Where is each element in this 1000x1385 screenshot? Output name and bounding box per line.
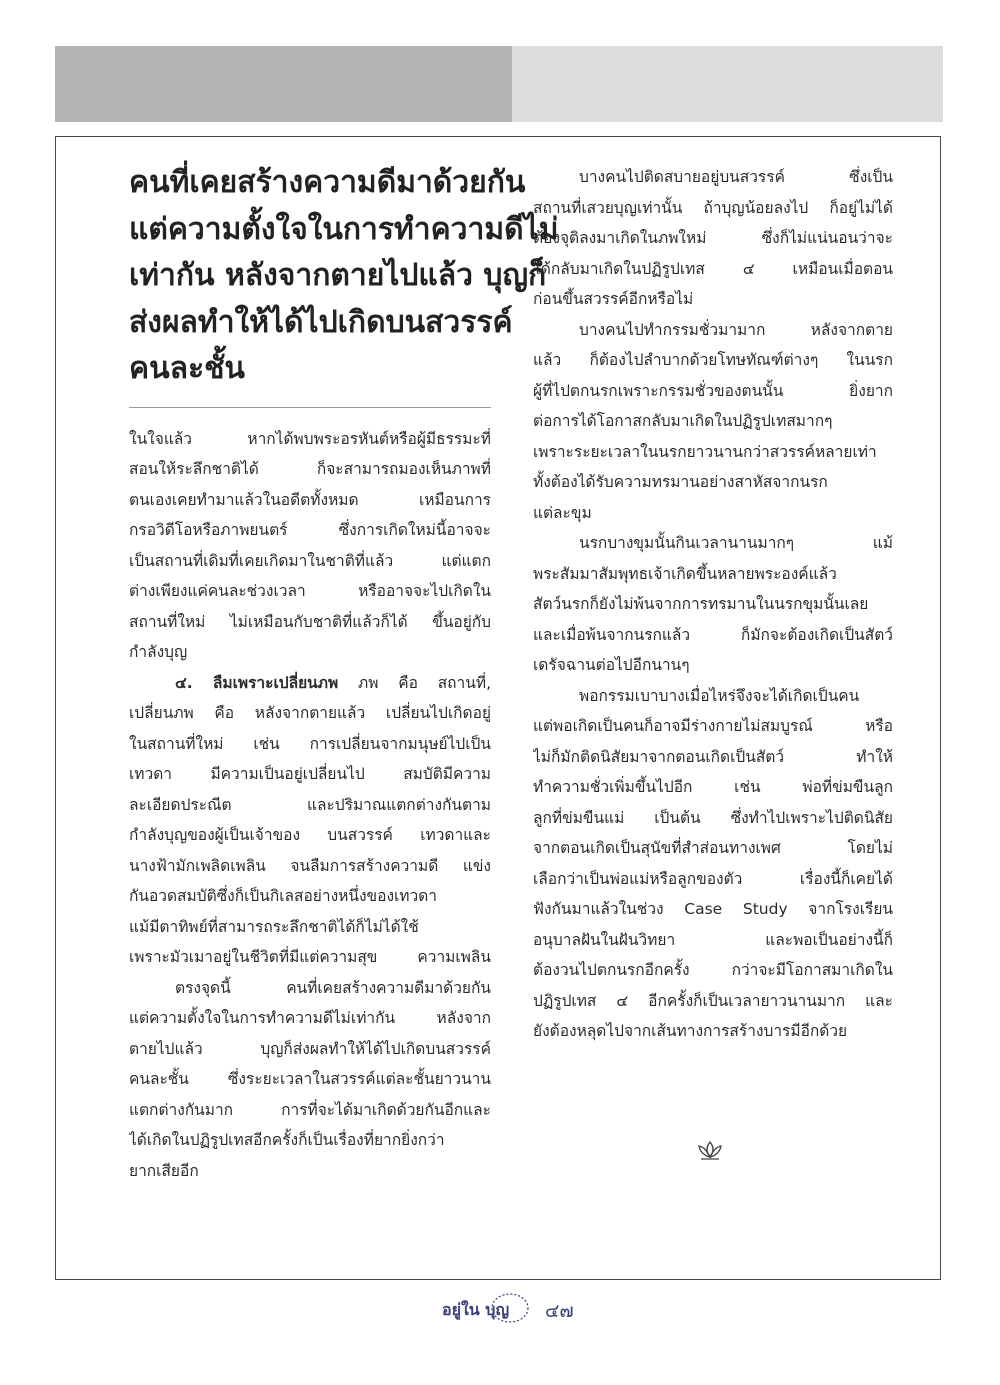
text-line: ปฏิรูปเทส ๔ อีกครั้งก็เป็นเวลายาวนานมาก และ xyxy=(533,991,893,1010)
text-line: ต่อการได้โอกาสกลับมาเกิดในปฏิรูปเทสมากๆ xyxy=(533,412,833,430)
text-line: ทำความชั่วเพิ่มขึ้นไปอีก เช่น พ่อที่ข่มขืนลูก xyxy=(533,778,893,796)
text-line: ทั้งต้องได้รับความทรมานอย่างสาหัสจากนรก xyxy=(533,473,828,491)
text-line: นรกบางขุมนั้นกินเวลานานมากๆ แม้ xyxy=(579,534,893,552)
text-line: ยังต้องหลุดไปจากเส้นทางการสร้างบารมีอีกด้วย xyxy=(533,1022,848,1040)
text-line: เป็นสถานที่เดิมที่เคยเกิดมาในชาติที่แล้ว แต่แตก xyxy=(129,551,491,570)
logo-text: อยู่ใน บุญ xyxy=(442,1300,510,1319)
right-body-text xyxy=(533,162,893,1047)
text-line: ตนเองเคยทำมาแล้วในอดีตทั้งหมด เหมือนการ xyxy=(129,490,491,509)
paragraph xyxy=(129,424,491,668)
text-line: ต้องวนไปตกนรกอีกครั้ง กว่าจะมีโอกาสมาเกิดใน xyxy=(533,961,893,979)
text-line: ผู้ที่ไปตกนรกเพราะกรรมชั่วของตนนั้น ยิ่งยาก xyxy=(533,381,893,400)
page-number: ๔๗ xyxy=(545,1300,574,1322)
pull-quote-line: ส่งผลทำให้ได้ไปเกิดบนสวรรค์ xyxy=(129,304,513,340)
text-line: แตกต่างกันมาก การที่จะได้มาเกิดด้วยกันอีกและ xyxy=(129,1100,491,1119)
lotus-end-icon xyxy=(695,1138,725,1162)
text-line: สถานที่เสวยบุญเท่านั้น ถ้าบุญน้อยลงไป ก็อยู่ไม่ได้ xyxy=(533,198,893,217)
text-fragment: ภพ คือ สถานที่, xyxy=(338,673,491,692)
text-line: ในสถานที่ใหม่ เช่น การเปลี่ยนจากมนุษย์ไปเป็น xyxy=(129,734,491,753)
text-line: ก่อนขึ้นสวรรค์อีกหรือไม่ xyxy=(533,290,694,308)
text-line: คนละชั้น ซึ่งระยะเวลาในสวรรค์แต่ละชั้นยาวนาน xyxy=(129,1070,491,1088)
text-line: ไม่ก็มักติดนิสัยมาจากตอนเกิดเป็นสัตว์ ทำให้ xyxy=(533,747,893,766)
text-line: ต่างเพียงแค่คนละช่วงเวลา หรืออาจจะไปเกิดใน xyxy=(129,582,491,600)
text-line: กันอวดสมบัติซึ่งก็เป็นกิเลสอย่างหนึ่งของเทวดา xyxy=(129,887,437,905)
text-line: เพราะระยะเวลาในนรกยาวนานกว่าสวรรค์หลายเท่า xyxy=(533,442,877,461)
left-body-text xyxy=(129,424,491,1187)
text-line: ละเอียดประณีต และปริมาณแตกต่างกันตาม xyxy=(129,795,491,814)
text-line: บางคนไปทำกรรมชั่วมามาก หลังจากตาย xyxy=(579,320,893,339)
paragraph xyxy=(533,315,893,529)
text-line: สถานที่ใหม่ ไม่เหมือนกับชาติที่แล้วก็ได้ ขึ้นอยู่กับ xyxy=(129,612,491,631)
text-line: แม้มีตาทิพย์ที่สามารถระลึกชาติได้ก็ไม่ได้ใช้ xyxy=(129,917,419,936)
text-line: และเมื่อพ้นจากนรกแล้ว ก็มักจะต้องเกิดเป็นสัตว์ xyxy=(533,625,893,644)
left-column xyxy=(129,160,559,1186)
section-heading: ๔. ลืมเพราะเปลี่ยนภพ xyxy=(175,673,339,692)
pull-quote-line: คนละชั้น xyxy=(129,351,245,386)
text-line: สอนให้ระลึกชาติได้ ก็จะสามารถมองเห็นภาพที่ xyxy=(129,460,491,478)
text-line: ตายไปแล้ว บุญก็ส่งผลทำให้ได้ไปเกิดบนสวรรค์ xyxy=(129,1039,491,1058)
text-line: จากตอนเกิดเป็นสุนัขที่สำส่อนทางเพศ โดยไม่ xyxy=(533,839,893,857)
text-line: แต่ความตั้งใจในการทำความดีไม่เท่ากัน หลังจาก xyxy=(129,1009,491,1027)
text-line: แต่พอเกิดเป็นคนก็อาจมีร่างกายไม่สมบูรณ์ หรือ xyxy=(533,717,893,735)
text-line: แต่ละขุม xyxy=(533,503,592,522)
page-footer xyxy=(440,1290,590,1330)
text-line: เทวดา มีความเป็นอยู่เปลี่ยนไป สมบัติมีความ xyxy=(129,765,491,783)
text-line xyxy=(129,668,491,699)
text-line: พอกรรมเบาบางเมื่อไหร่จึงจะได้เกิดเป็นคน xyxy=(579,686,860,705)
pull-quote-line: คนที่เคยสร้างความดีมาด้วยกัน xyxy=(129,165,526,200)
text-line: อนุบาลฝันในฝันวิทยา และพอเป็นอย่างนี้ก็ xyxy=(533,930,893,949)
text-line: ได้เกิดในปฏิรูปเทสอีกครั้งก็เป็นเรื่องที่ยากยิ่งกว่า xyxy=(129,1131,445,1149)
text-line: กรอวิดีโอหรือภาพยนตร์ ซึ่งการเกิดใหม่นี้อาจจะ xyxy=(129,521,491,539)
text-line: ต้องจุติลงมาเกิดในภพใหม่ ซึ่งก็ไม่แน่นอนว่าจะ xyxy=(533,229,893,247)
right-column xyxy=(533,162,893,1047)
text-line: เดรัจฉานต่อไปอีกนานๆ xyxy=(533,656,690,674)
paragraph xyxy=(533,528,893,681)
pull-quote-line: เท่ากัน หลังจากตายไปแล้ว บุญก็ xyxy=(129,258,547,293)
paragraph xyxy=(129,973,491,1187)
text-line: เปลี่ยนภพ คือ หลังจากตายแล้ว เปลี่ยนไปเกิดอยู่ xyxy=(129,704,491,722)
paragraph xyxy=(533,681,893,1047)
text-line: เลือกว่าเป็นพ่อแม่หรือลูกของตัว เรื่องนี้ก็เคยได้ xyxy=(533,869,893,888)
text-line: ตรงจุดนี้ คนที่เคยสร้างความดีมาด้วยกัน xyxy=(175,978,491,997)
header-band-right xyxy=(512,46,943,122)
paragraph xyxy=(533,162,893,315)
text-line: ยากเสียอีก xyxy=(129,1161,199,1180)
text-line: ได้กลับมาเกิดในปฏิรูปเทส ๔ เหมือนเมื่อตอน xyxy=(533,259,893,278)
text-line: กำลังบุญ xyxy=(129,643,188,661)
text-line: พระสัมมาสัมพุทธเจ้าเกิดขึ้นหลายพระองค์แล้ว xyxy=(533,564,837,583)
text-line: ในใจแล้ว หากได้พบพระอรหันต์หรือผู้มีธรรมะที่ xyxy=(129,429,491,448)
text-line: ฟังกันมาแล้วในช่วง Case Study จากโรงเรียน xyxy=(533,900,893,918)
text-line: นางฟ้ามักเพลิดเพลิน จนลืมการสร้างความดี แข่ง xyxy=(129,856,491,875)
pull-quote-line: แต่ความตั้งใจในการทำความดีไม่ xyxy=(129,211,559,247)
text-line: แล้ว ก็ต้องไปลำบากด้วยโทษทัณฑ์ต่างๆ ในนรก xyxy=(533,351,893,369)
text-line: เพราะมัวเมาอยู่ในชีวิตที่มีแต่ความสุข ความเพลิน xyxy=(129,948,491,966)
text-line: สัตว์นรกก็ยังไม่พ้นจากการทรมานในนรกขุมนั้นเลย xyxy=(533,595,869,613)
header-band-left xyxy=(55,46,512,122)
text-line: ลูกที่ข่มขืนแม่ เป็นต้น ซึ่งทำไปเพราะไปติดนิสัย xyxy=(533,808,893,827)
paragraph xyxy=(129,668,491,973)
pull-quote xyxy=(129,160,559,408)
text-line: บางคนไปติดสบายอยู่บนสวรรค์ ซึ่งเป็น xyxy=(579,168,893,186)
text-line: กำลังบุญของผู้เป็นเจ้าของ บนสวรรค์ เทวดาและ xyxy=(129,826,491,844)
magazine-logo xyxy=(440,1290,544,1326)
